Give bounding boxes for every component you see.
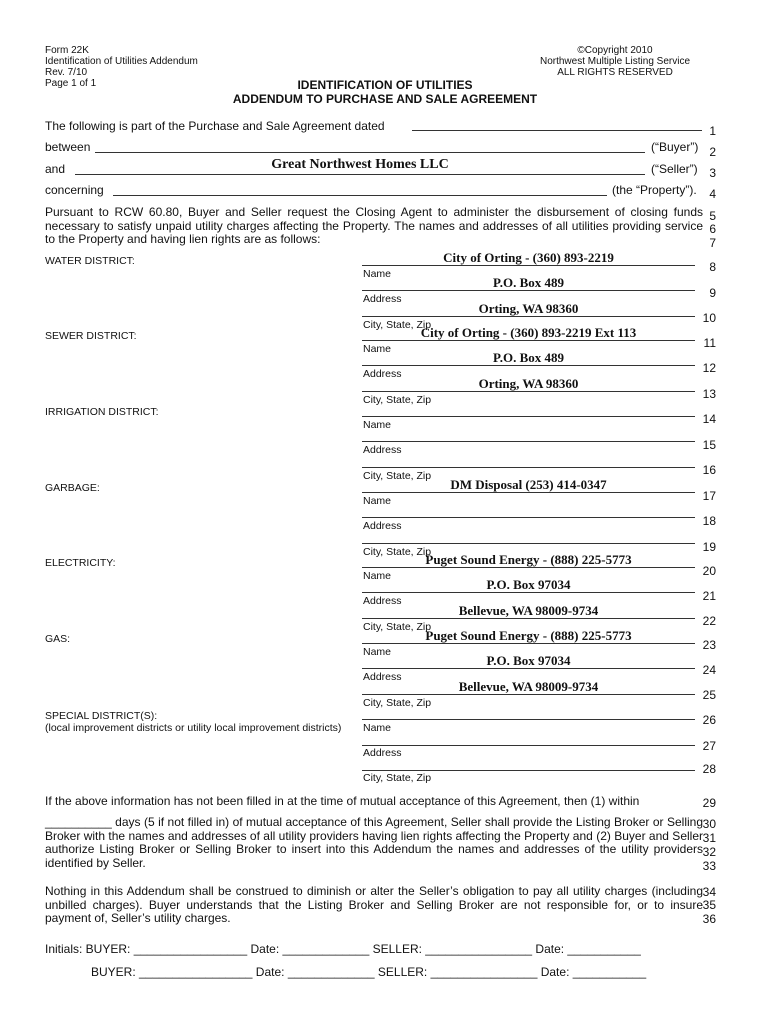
utility-label: GAS:: [45, 633, 71, 645]
utility-name-label: Name: [363, 419, 392, 431]
utility-name-label: Name: [363, 343, 392, 355]
utility-address-label: Address: [363, 595, 402, 607]
form-revision: Rev. 7/10: [45, 67, 88, 78]
utility-city-label: City, State, Zip: [363, 697, 432, 709]
utility-city-value: Orting, WA 98360: [478, 376, 579, 391]
form-header-left: [45, 45, 198, 89]
line-number: 23: [702, 638, 716, 652]
seller-value: Great Northwest Homes LLC: [271, 157, 449, 172]
special-district-label: SPECIAL DISTRICT(S): (local improvement districts or utility local improvement districts): [45, 710, 342, 734]
line-number: 24: [702, 663, 716, 677]
utility-label: ELECTRICITY:: [45, 557, 116, 569]
line-number: 17: [702, 489, 716, 503]
line-number: 36: [702, 912, 716, 926]
special-city-field[interactable]: [362, 770, 695, 771]
utility-city-value: Bellevue, WA 98009-9734: [458, 679, 599, 694]
utility-city-value: Bellevue, WA 98009-9734: [458, 603, 599, 618]
utility-address-label: Address: [363, 671, 402, 683]
property-field[interactable]: [113, 195, 607, 196]
line-number: 13: [702, 387, 716, 401]
seller-tag: (“Seller”): [651, 162, 698, 176]
line-number: 7: [709, 236, 716, 250]
special-address-label: Address: [363, 747, 402, 759]
line-number: 22: [702, 614, 716, 628]
utility-label: IRRIGATION DISTRICT:: [45, 406, 159, 418]
line-number: 3: [709, 166, 716, 180]
line-number: 1: [709, 124, 716, 138]
mutual-acceptance-paragraph: __________ days (5 if not filled in) of mutual acceptance of this Agreement, Seller shall provide the Listing Broker or Selling Broker with the names and addresses of all utility providers having lien rights affecting the Property and (2) Buyer and Seller authorize Listing Broker or Selling Broker to insert into this Addendum the names and addresses of the utility providers identified by Seller.: [45, 815, 703, 870]
utility-city-label: City, State, Zip: [363, 546, 432, 558]
utility-name-label: Name: [363, 495, 392, 507]
utility-address-label: Address: [363, 444, 402, 456]
page-indicator: Page 1 of 1: [45, 78, 97, 89]
line-number: 14: [702, 412, 716, 426]
line-number: 25: [702, 688, 716, 702]
utility-name-label: Name: [363, 646, 392, 658]
utility-label: GARBAGE:: [45, 482, 100, 494]
line-number: 35: [702, 898, 716, 912]
page-title: IDENTIFICATION OF UTILITIES ADDENDUM TO PURCHASE AND SALE AGREEMENT: [232, 78, 538, 106]
line-number: 18: [702, 514, 716, 528]
line-number: 11: [703, 336, 716, 350]
line-number: 19: [702, 540, 716, 554]
publisher: Northwest Multiple Listing Service: [539, 56, 691, 67]
buyer-field[interactable]: [95, 152, 645, 153]
line-number: 21: [702, 589, 716, 603]
utility-address-value: P.O. Box 489: [492, 350, 565, 365]
utility-name-label: Name: [363, 570, 392, 582]
initials-row-1[interactable]: Initials: BUYER: _________________ Date: _____________ SELLER: ________________ Date: ___________: [45, 942, 641, 956]
utility-city-label: City, State, Zip: [363, 470, 432, 482]
utility-name-value: City of Orting - (360) 893-2219 Ext 113: [420, 325, 637, 340]
form-header-right: [520, 45, 710, 78]
line-number: 4: [709, 187, 716, 201]
line-number: 20: [702, 564, 716, 578]
utility-city-value: Orting, WA 98360: [478, 301, 579, 316]
obligation-paragraph: Nothing in this Addendum shall be construed to diminish or alter the Seller’s obligation to pay all utility charges (including unbilled charges). Buyer understands that the Listing Broker and Selling Broker are not responsible for, or to insure payment of, Seller’s utility charges.: [45, 884, 703, 925]
line-number: 8: [709, 260, 716, 274]
line-number: 10: [702, 311, 716, 325]
utility-name-value: Puget Sound Energy - (888) 225-5773: [425, 628, 632, 643]
line-number: 33: [702, 859, 716, 873]
line-number: 34: [702, 885, 716, 899]
line-number: 15: [702, 438, 716, 452]
special-city-label: City, State, Zip: [363, 772, 432, 784]
mutual-acceptance-first: If the above information has not been filled in at the time of mutual acceptance of this Agreement, then (1) within: [45, 794, 640, 808]
property-tag: (the “Property”).: [612, 183, 697, 197]
utility-address-value: P.O. Box 97034: [486, 653, 571, 668]
line-number: 2: [709, 145, 716, 159]
utility-city-label: City, State, Zip: [363, 319, 432, 331]
utility-address-value: P.O. Box 489: [492, 275, 565, 290]
special-name-field[interactable]: [362, 719, 695, 720]
copyright: ©Copyright 2010: [577, 45, 653, 56]
utility-label: SEWER DISTRICT:: [45, 330, 137, 342]
date-field[interactable]: [412, 130, 702, 131]
utility-address-field[interactable]: [362, 517, 695, 518]
utility-name-value: DM Disposal (253) 414-0347: [450, 477, 607, 492]
line-number: 28: [702, 762, 716, 776]
line-number: 31: [702, 831, 716, 845]
pursuant-paragraph: Pursuant to RCW 60.80, Buyer and Seller request the Closing Agent to administer the disbursement of closing funds necessary to satisfy unpaid utility charges affecting the Property. The names and addresses of all utilities providing service to the Property and having lien rights are as follows:: [45, 205, 703, 246]
between-label: between: [45, 140, 91, 154]
seller-field[interactable]: [75, 174, 645, 175]
utility-name-value: City of Orting - (360) 893-2219: [443, 250, 614, 265]
line-number: 26: [702, 713, 716, 727]
line-number: 12: [702, 361, 716, 375]
line-number: 9: [709, 286, 716, 300]
utility-city-field[interactable]: [362, 467, 695, 468]
line-number: 6: [709, 222, 716, 236]
line-number: 32: [702, 845, 716, 859]
utility-label: WATER DISTRICT:: [45, 255, 135, 267]
utility-address-label: Address: [363, 520, 402, 532]
concerning-label: concerning: [45, 183, 104, 197]
utility-name-label: Name: [363, 268, 392, 280]
utility-city-label: City, State, Zip: [363, 621, 432, 633]
form-name: Identification of Utilities Addendum: [45, 56, 198, 67]
buyer-tag: (“Buyer”): [651, 140, 699, 154]
special-address-field[interactable]: [362, 745, 695, 746]
dated-label: The following is part of the Purchase and Sale Agreement dated: [45, 119, 385, 133]
utility-address-value: P.O. Box 97034: [486, 577, 571, 592]
initials-row-2[interactable]: BUYER: _________________ Date: _____________ SELLER: ________________ Date: ___________: [91, 965, 647, 979]
utility-name-value: Puget Sound Energy - (888) 225-5773: [425, 552, 632, 567]
utility-address-label: Address: [363, 368, 402, 380]
line-number: 27: [702, 739, 716, 753]
utility-name-field[interactable]: [362, 416, 695, 417]
line-number: 16: [702, 463, 716, 477]
utility-city-field[interactable]: [362, 543, 695, 544]
line-number: 5: [709, 209, 716, 223]
and-label: and: [45, 162, 66, 176]
form-number: Form 22K: [45, 45, 89, 56]
utility-address-label: Address: [363, 293, 402, 305]
line-number: 30: [702, 817, 716, 831]
special-name-label: Name: [363, 722, 392, 734]
utility-address-field[interactable]: [362, 441, 695, 442]
line-number: 29: [702, 796, 716, 810]
utility-city-label: City, State, Zip: [363, 394, 432, 406]
rights-notice: ALL RIGHTS RESERVED: [557, 67, 673, 78]
